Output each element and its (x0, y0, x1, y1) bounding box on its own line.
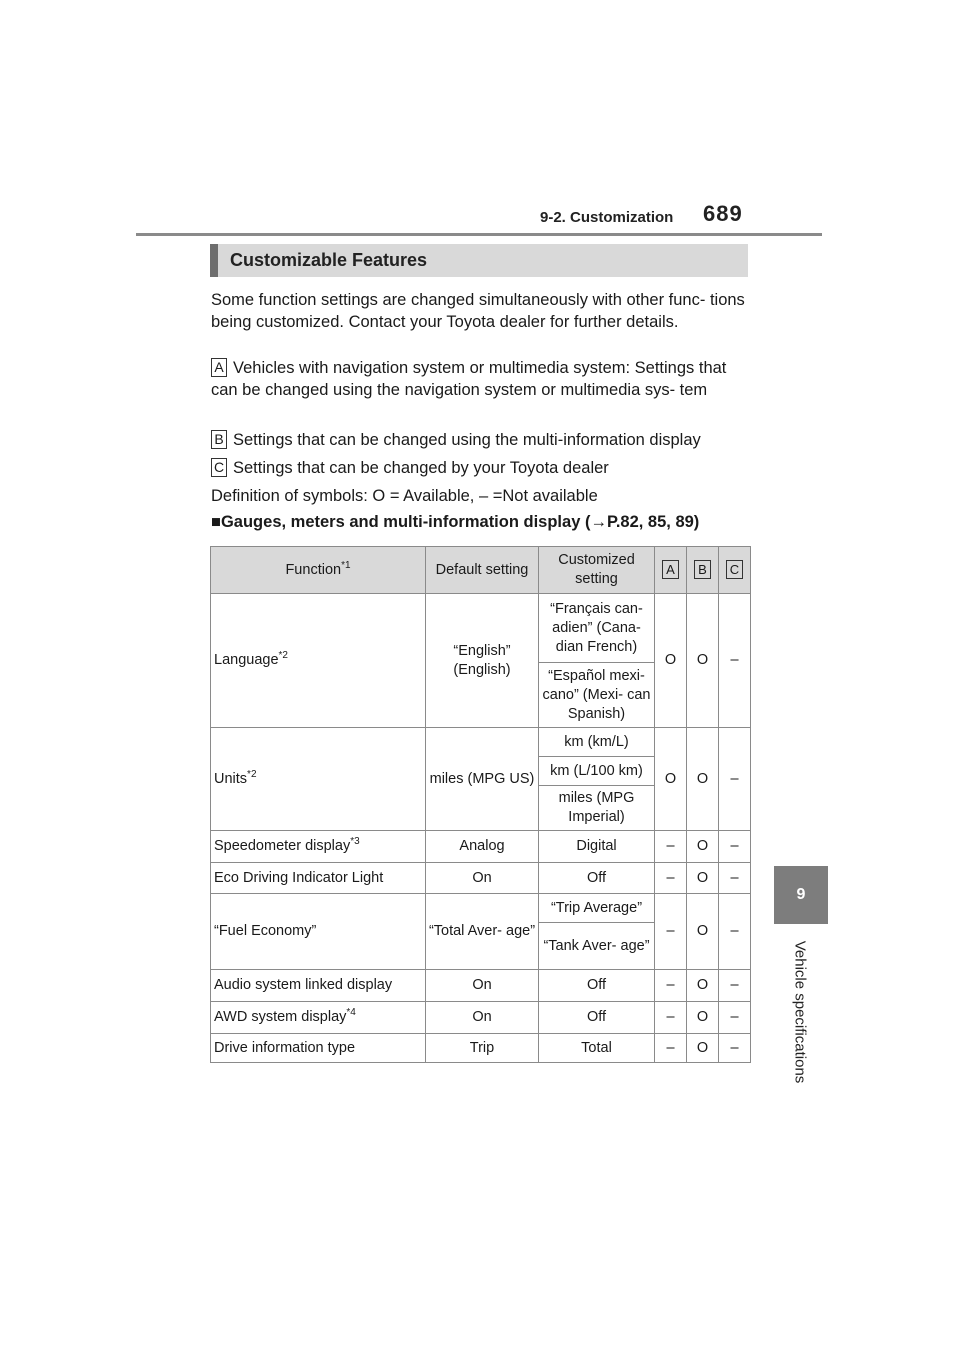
cell-b: O (687, 594, 719, 728)
legend-c (211, 457, 756, 479)
cell-c: – (719, 831, 751, 863)
cell-b: O (687, 970, 719, 1002)
header-function: Function$^{*1}$ (211, 547, 426, 594)
cell-b: O (687, 831, 719, 863)
cell-a: – (655, 1034, 687, 1063)
cell-function: AWD system display$^{*4}$ (211, 1002, 426, 1034)
table-row (211, 728, 751, 757)
cell-customized: Off (539, 863, 655, 894)
legend-a (211, 357, 756, 401)
cell-c: – (719, 894, 751, 970)
header-col-a: A (655, 547, 687, 594)
cell-b: O (687, 894, 719, 970)
cell-function: Drive information type (211, 1034, 426, 1063)
cell-b: O (687, 1002, 719, 1034)
cell-c: – (719, 1034, 751, 1063)
header-customized: Customized setting (539, 547, 655, 594)
cell-b: O (687, 1034, 719, 1063)
table-row (211, 594, 751, 663)
subsection-heading (211, 513, 699, 532)
cell-a: – (655, 894, 687, 970)
cell-customized: “Trip Average” (539, 894, 655, 923)
cell-customized: “Español mexi- cano” (Mexi- can Spanish) (539, 663, 655, 728)
cell-function: “Fuel Economy” (211, 894, 426, 970)
cell-customized: “Français can- adien” (Cana- dian French) (539, 594, 655, 663)
cell-default: Trip (426, 1034, 539, 1063)
chapter-tab-label: Vehicle specifications (791, 940, 809, 1084)
cell-customized: km (km/L) (539, 728, 655, 757)
cell-a: O (655, 594, 687, 728)
cell-function: Units$^{*2}$ (211, 728, 426, 831)
cell-a: – (655, 970, 687, 1002)
cell-customized: Digital (539, 831, 655, 863)
legend-c-text: Settings that can be changed by your Toyota dealer (233, 459, 609, 477)
cell-a: O (655, 728, 687, 831)
table-header-row (211, 547, 751, 594)
page-number: 689 (703, 201, 743, 226)
cell-default: miles (MPG US) (426, 728, 539, 831)
section-title-bar (210, 244, 748, 277)
cell-default: On (426, 970, 539, 1002)
table-row (211, 1002, 751, 1034)
customization-table (210, 546, 751, 1063)
cell-customized: “Tank Aver- age” (539, 923, 655, 970)
header-col-c: C (719, 547, 751, 594)
cell-customized: km (L/100 km) (539, 757, 655, 786)
table-row (211, 970, 751, 1002)
table-row (211, 831, 751, 863)
cell-function: Eco Driving Indicator Light (211, 863, 426, 894)
cell-customized: miles (MPG Imperial) (539, 786, 655, 831)
legend-a-box: A (211, 358, 227, 377)
legend-a-text: Vehicles with navigation system or multimedia system: Settings that can be changed using the navigation system or multimedia sys- tem (211, 359, 727, 399)
cell-customized: Off (539, 1002, 655, 1034)
cell-b: O (687, 728, 719, 831)
cell-customized: Off (539, 970, 655, 1002)
table-row (211, 863, 751, 894)
cell-c: – (719, 863, 751, 894)
cell-c: – (719, 594, 751, 728)
arrow-right-icon: → (590, 513, 607, 531)
cell-customized: Total (539, 1034, 655, 1063)
cell-a: – (655, 1002, 687, 1034)
legend-b-box: B (211, 430, 227, 449)
cell-function: Language$^{*2}$ (211, 594, 426, 728)
intro-paragraph: Some function settings are changed simultaneously with other func- tions being customized. Contact your Toyota dealer for further details. (211, 291, 745, 331)
cell-default: On (426, 1002, 539, 1034)
subsection-heading-text: Gauges, meters and multi-information display ( (220, 513, 591, 531)
cell-b: O (687, 863, 719, 894)
cell-c: – (719, 728, 751, 831)
cell-a: – (655, 831, 687, 863)
cell-default: Analog (426, 831, 539, 863)
table-row (211, 1034, 751, 1063)
cell-default: “Total Aver- age” (426, 894, 539, 970)
header-divider (136, 233, 822, 236)
legend-c-box: C (211, 458, 227, 477)
cell-function: Speedometer display$^{*3}$ (211, 831, 426, 863)
cell-c: – (719, 970, 751, 1002)
bullet-square-icon: ■ (211, 513, 221, 531)
symbol-definition: Definition of symbols: O = Available, – =Not available (211, 487, 598, 505)
legend-b (211, 429, 756, 451)
cell-default: On (426, 863, 539, 894)
table-row (211, 894, 751, 923)
header-default: Default setting (426, 547, 539, 594)
chapter-tab: 9 (774, 866, 828, 924)
cell-c: – (719, 1002, 751, 1034)
running-header-section: 9-2. Customization (540, 209, 674, 226)
cell-a: – (655, 863, 687, 894)
header-col-b: B (687, 547, 719, 594)
cell-function: Audio system linked display (211, 970, 426, 1002)
page-reference-link[interactable]: P.82, 85, 89) (606, 513, 700, 531)
legend-b-text: Settings that can be changed using the multi-information display (233, 431, 701, 449)
section-title: Customizable Features (230, 250, 428, 270)
cell-default: “English” (English) (426, 594, 539, 728)
